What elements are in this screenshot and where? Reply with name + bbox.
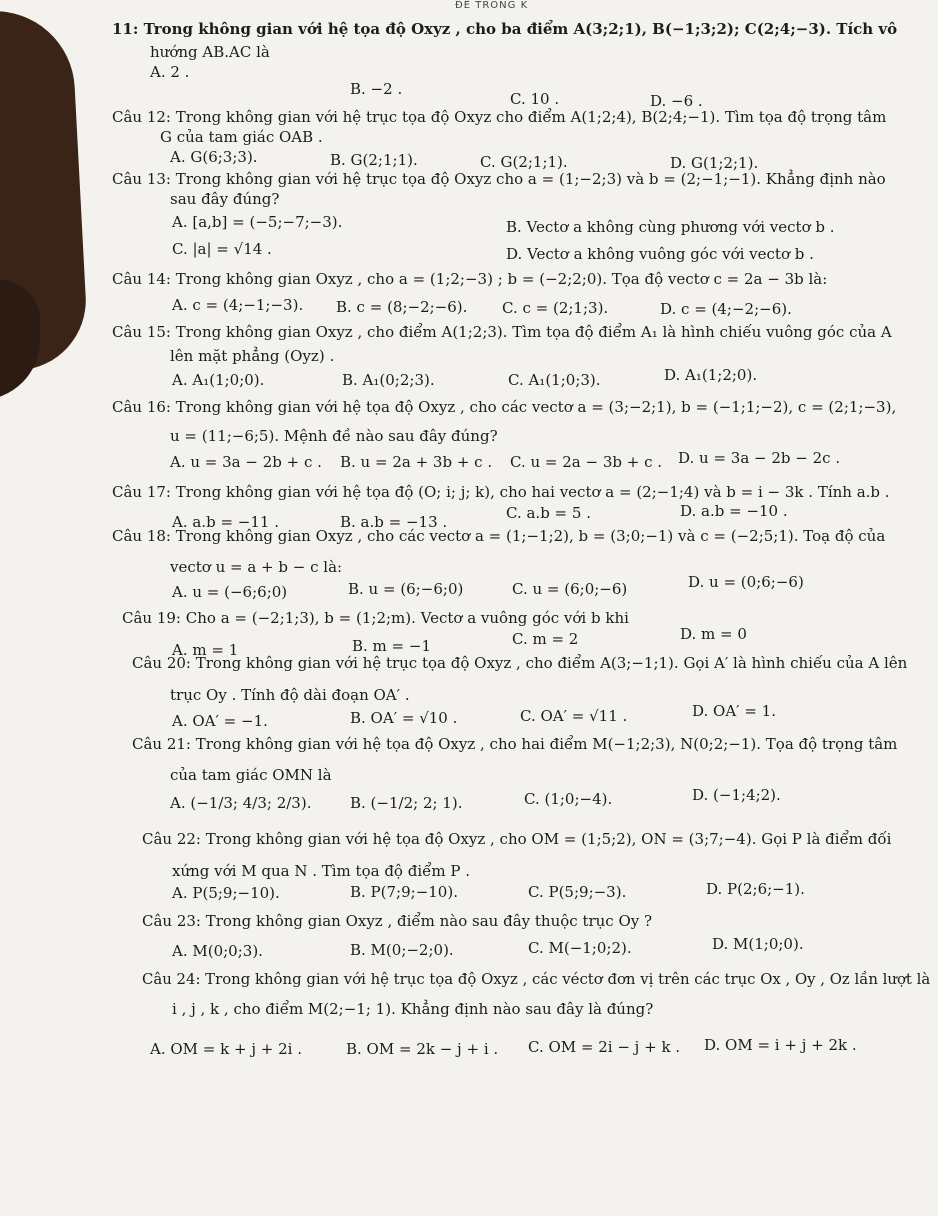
q18-option-d: D. u = (0;6;−6) <box>688 573 804 591</box>
q13-option-a: A. [a,b] = (−5;−7;−3). <box>172 213 343 231</box>
q14-option-b: B. c = (8;−2;−6). <box>336 298 468 316</box>
q19-option-b: B. m = −1 <box>352 637 431 655</box>
q18-option-a: A. u = (−6;6;0) <box>172 583 288 601</box>
dark-object-left-lower <box>0 280 40 400</box>
q23-option-c: C. M(−1;0;2). <box>528 939 632 957</box>
q15-option-b: B. A₁(0;2;3). <box>342 371 435 389</box>
q22-option-c: C. P(5;9;−3). <box>528 883 627 901</box>
q20-option-c: C. OA′ = √11 . <box>520 707 628 725</box>
q22-option-a: A. P(5;9;−10). <box>172 884 280 902</box>
q16-line2: u = (11;−6;5). Mệnh đề nào sau đây đúng? <box>170 427 498 445</box>
q19-option-c: C. m = 2 <box>512 630 579 648</box>
q22-line1: Câu 22: Trong không gian với hệ tọa độ Oxyz , cho OM = (1;5;2), ON = (3;7;−4). Gọi P là điểm đối <box>142 830 892 848</box>
q20-line1: Câu 20: Trong không gian với hệ trục tọa độ Oxyz , cho điểm A(3;−1;1). Gọi A′ là hình chiếu của A lên <box>132 654 908 672</box>
q17-option-a: A. a.b = −11 . <box>172 513 279 531</box>
q13-option-c: C. |a| = √14 . <box>172 240 272 258</box>
q21-option-a: A. (−1/3; 4/3; 2/3). <box>170 794 312 812</box>
q16-option-c: C. u = 2a − 3b + c . <box>510 453 663 471</box>
q16-option-d: D. u = 3a − 2b − 2c . <box>678 449 841 467</box>
q21-line1: Câu 21: Trong không gian với hệ tọa độ Oxyz , cho hai điểm M(−1;2;3), N(0;2;−1). Tọa độ trọng tâm <box>132 735 898 753</box>
q12-line2: G của tam giác OAB . <box>160 128 323 146</box>
q18-option-c: C. u = (6;0;−6) <box>512 580 628 598</box>
q17-option-d: D. a.b = −10 . <box>680 502 788 520</box>
q24-option-b: B. OM = 2k − j + i . <box>346 1040 499 1058</box>
q20-line2: trục Oy . Tính độ dài đoạn OA′ . <box>170 686 410 704</box>
q23-option-b: B. M(0;−2;0). <box>350 941 454 959</box>
q24-line1: Câu 24: Trong không gian với hệ trục tọa độ Oxyz , các véctơ đơn vị trên các trục Ox , Oy , Oz lần lượt là <box>142 970 931 988</box>
q16-option-b: B. u = 2a + 3b + c . <box>340 453 493 471</box>
q20-option-d: D. OA′ = 1. <box>692 702 776 720</box>
q24-option-a: A. OM = k + j + 2i . <box>150 1040 302 1058</box>
q21-option-b: B. (−1/2; 2; 1). <box>350 794 463 812</box>
q15-option-c: C. A₁(1;0;3). <box>508 371 601 389</box>
q23-option-d: D. M(1;0;0). <box>712 935 804 953</box>
q23-option-a: A. M(0;0;3). <box>172 942 263 960</box>
q21-option-d: D. (−1;4;2). <box>692 786 781 804</box>
q12-option-a: A. G(6;3;3). <box>170 148 258 166</box>
q14-option-c: C. c = (2;1;3). <box>502 299 609 317</box>
q24-option-d: D. OM = i + j + 2k . <box>704 1036 857 1054</box>
q11-option-b: B. −2 . <box>350 80 403 98</box>
q16-line1: Câu 16: Trong không gian với hệ tọa độ Oxyz , cho các vectơ a = (3;−2;1), b = (−1;1;−2), c = (2;1;−3), <box>112 398 897 416</box>
q21-line2: của tam giác OMN là <box>170 766 332 784</box>
q15-line2: lên mặt phẳng (Oyz) . <box>170 347 335 365</box>
q13-line1: Câu 13: Trong không gian với hệ trục tọa độ Oxyz cho a = (1;−2;3) và b = (2;−1;−1). Khẳng định nào <box>112 170 886 188</box>
q13-line2: sau đây đúng? <box>170 190 280 208</box>
q15-option-d: D. A₁(1;2;0). <box>664 366 758 384</box>
q11-option-a: A. 2 . <box>150 63 190 81</box>
q17-option-c: C. a.b = 5 . <box>506 504 591 522</box>
q14-option-a: A. c = (4;−1;−3). <box>172 296 304 314</box>
q16-option-a: A. u = 3a − 2b + c . <box>170 453 322 471</box>
q12-option-b: B. G(2;1;1). <box>330 151 418 169</box>
q18-line1: Câu 18: Trong không gian Oxyz , cho các vectơ a = (1;−1;2), b = (3;0;−1) và c = (−2;5;1). Toạ độ của <box>112 527 886 545</box>
q14-line1: Câu 14: Trong không gian Oxyz , cho a = (1;2;−3) ; b = (−2;2;0). Tọa độ vectơ c = 2a − 3b là: <box>112 270 828 288</box>
q24-line2: i , j , k , cho điểm M(2;−1; 1). Khẳng định nào sau đây là đúng? <box>172 1000 654 1018</box>
q22-line2: xứng với M qua N . Tìm tọa độ điểm P . <box>172 862 470 880</box>
q24-option-c: C. OM = 2i − j + k . <box>528 1038 681 1056</box>
q19-option-d: D. m = 0 <box>680 625 747 643</box>
q21-option-c: C. (1;0;−4). <box>524 790 613 808</box>
q13-option-d: D. Vectơ a không vuông góc với vectơ b . <box>506 245 814 263</box>
q18-line2: vectơ u = a + b − c là: <box>170 558 343 576</box>
q20-option-b: B. OA′ = √10 . <box>350 709 458 727</box>
q12-line1: Câu 12: Trong không gian với hệ trục tọa độ Oxyz cho điểm A(1;2;4), B(2;4;−1). Tìm tọa độ trọng tâm <box>112 108 887 126</box>
q13-option-b: B. Vectơ a không cùng phương với vectơ b . <box>506 218 835 236</box>
q23-line1: Câu 23: Trong không gian Oxyz , điểm nào sau đây thuộc trục Oy ? <box>142 912 653 930</box>
q19-option-a: A. m = 1 <box>172 641 239 659</box>
q11-line1: 11: Trong không gian với hệ tọa độ Oxyz , cho ba điểm A(3;2;1), B(−1;3;2); C(2;4;−3). Tích vô <box>112 20 898 38</box>
q14-option-d: D. c = (4;−2;−6). <box>660 300 792 318</box>
q11-option-c: C. 10 . <box>510 90 560 108</box>
q15-option-a: A. A₁(1;0;0). <box>172 371 265 389</box>
q20-option-a: A. OA′ = −1. <box>172 712 268 730</box>
q22-option-b: B. P(7;9;−10). <box>350 883 458 901</box>
q12-option-d: D. G(1;2;1). <box>670 154 759 172</box>
q11-line2: hướng AB.AC là <box>150 43 270 61</box>
q11-option-d: D. −6 . <box>650 92 703 110</box>
q15-line1: Câu 15: Trong không gian Oxyz , cho điểm A(1;2;3). Tìm tọa độ điểm A₁ là hình chiếu vuông góc của A <box>112 323 892 341</box>
header-fragment: ĐỀ TRONG K <box>455 0 529 11</box>
q12-option-c: C. G(2;1;1). <box>480 153 568 171</box>
q17-option-b: B. a.b = −13 . <box>340 513 448 531</box>
q18-option-b: B. u = (6;−6;0) <box>348 580 464 598</box>
q22-option-d: D. P(2;6;−1). <box>706 880 805 898</box>
q17-line1: Câu 17: Trong không gian với hệ tọa độ (O; i; j; k), cho hai vectơ a = (2;−1;4) và b = i − 3k . Tính a.b . <box>112 483 890 501</box>
q19-line1: Câu 19: Cho a = (−2;1;3), b = (1;2;m). Vectơ a vuông góc với b khi <box>122 609 629 627</box>
